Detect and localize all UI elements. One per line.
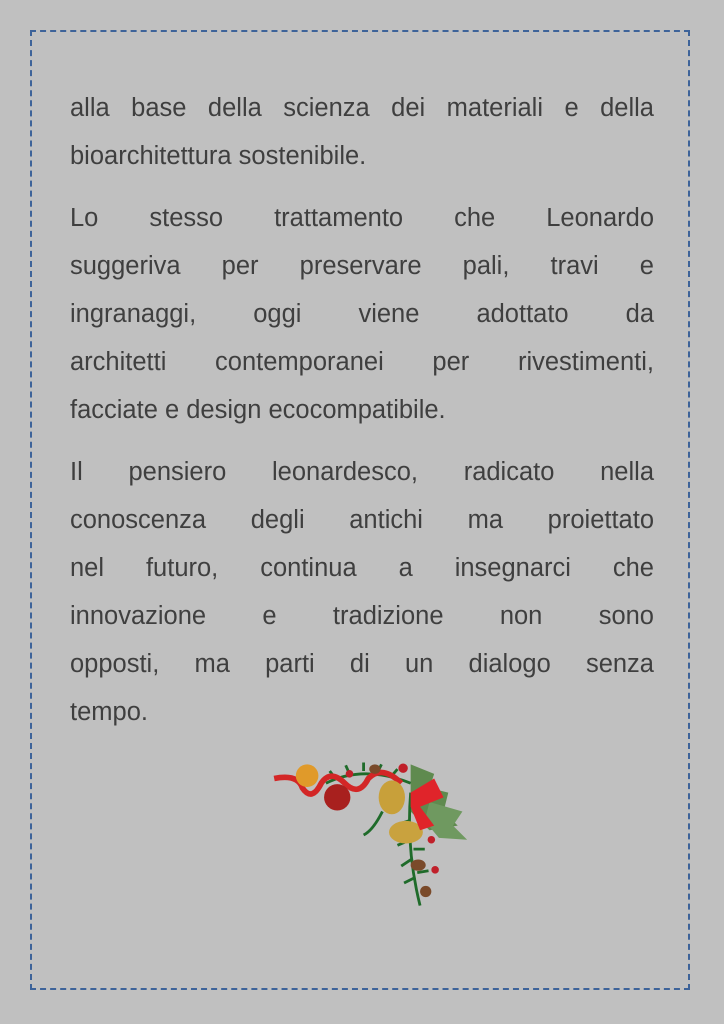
text-line: opposti, ma parti di un dialogo senza (70, 650, 654, 678)
text-line: Il pensiero leonardesco, radicato nella (70, 458, 654, 486)
text-line: suggeriva per preservare pali, travi e (70, 252, 654, 280)
text-line: alla base della scienza dei materiali e della (70, 94, 654, 122)
text-line: bioarchitettura sostenibile. (70, 142, 367, 170)
text-line: nel futuro, continua a insegnarci che (70, 554, 654, 582)
text-line: architetti contemporanei per rivestimenti, (70, 348, 654, 376)
text-line: conoscenza degli antichi ma proiettato (70, 506, 654, 534)
text-line: Lo stesso trattamento che Leonardo (70, 204, 654, 232)
text-line: tempo. (70, 698, 148, 726)
paragraph-3 (70, 448, 654, 736)
paragraph-2 (70, 194, 654, 434)
text-line: ingranaggi, oggi viene adottato da (70, 300, 654, 328)
paragraph-1 (70, 84, 654, 180)
text-line: innovazione e tradizione non sono (70, 602, 654, 630)
body-text (70, 84, 654, 750)
text-line: facciate e design ecocompatibile. (70, 396, 446, 424)
christmas-garland-ornament-icon (268, 755, 478, 915)
